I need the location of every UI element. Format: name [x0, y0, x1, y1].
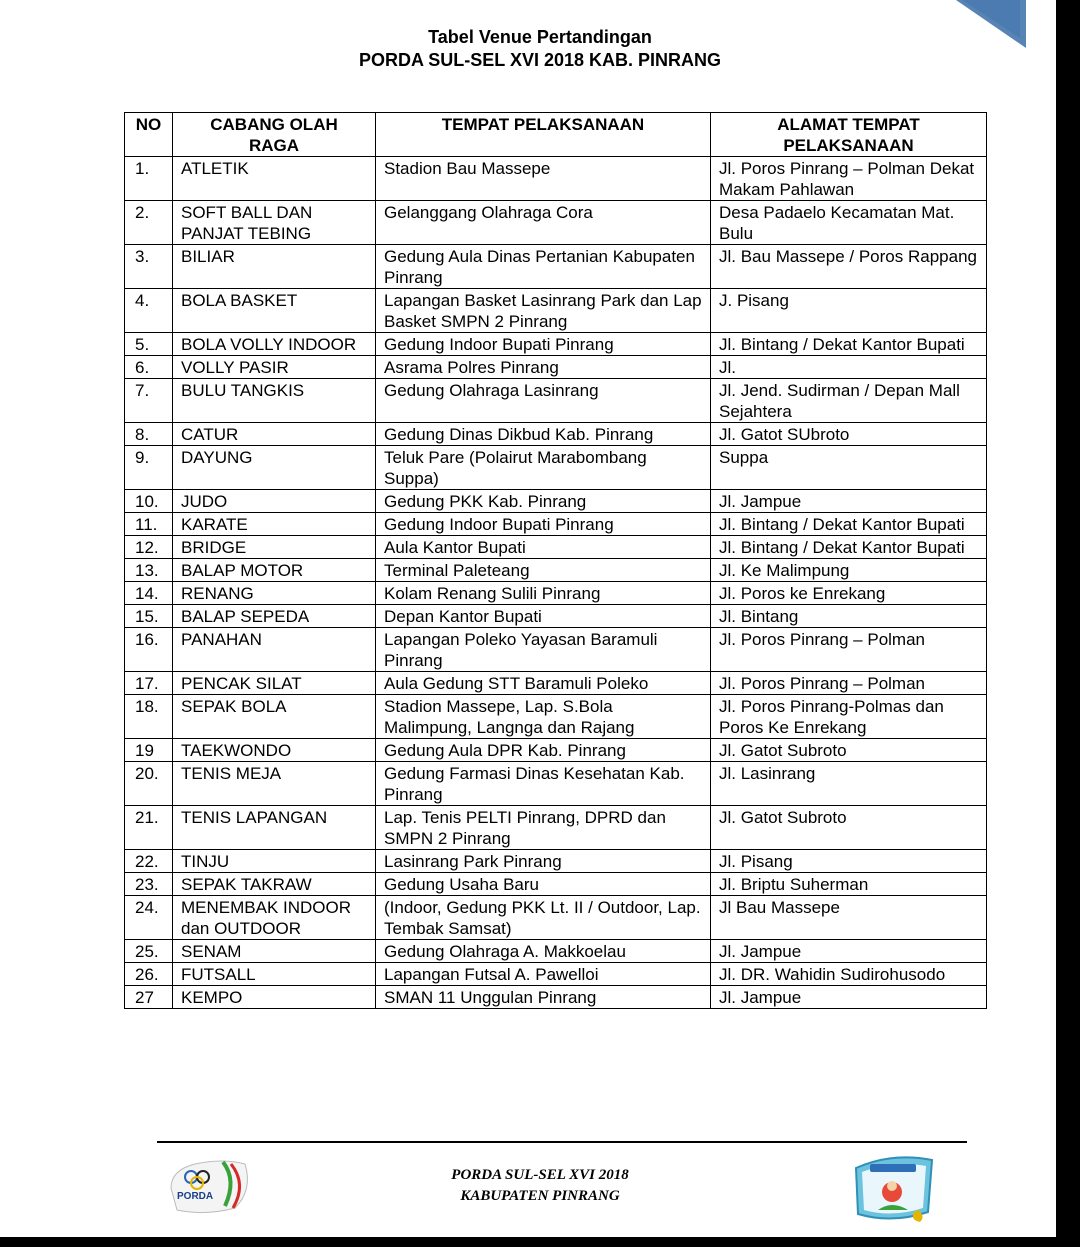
cell-tempat: Depan Kantor Bupati: [376, 605, 711, 628]
cell-cabang: JUDO: [173, 490, 376, 513]
table-row: [125, 423, 987, 446]
cell-tempat: Lapangan Futsal A. Pawelloi: [376, 963, 711, 986]
table-row: [125, 513, 987, 536]
cell-no: 9.: [125, 446, 173, 490]
cell-alamat: Jl Bau Massepe: [711, 896, 987, 940]
cell-cabang: DAYUNG: [173, 446, 376, 490]
table-row: [125, 940, 987, 963]
title-line-1: Tabel Venue Pertandingan: [428, 27, 652, 47]
cell-tempat: Lapangan Basket Lasinrang Park dan Lap Basket SMPN 2 Pinrang: [376, 289, 711, 333]
cell-alamat: Jl. Poros Pinrang – Polman: [711, 628, 987, 672]
cell-alamat: Jl. Jampue: [711, 940, 987, 963]
cell-alamat: Jl. Gatot SUbroto: [711, 423, 987, 446]
cell-cabang: MENEMBAK INDOOR dan OUTDOOR: [173, 896, 376, 940]
cell-alamat: Jl. Bintang: [711, 605, 987, 628]
cell-alamat: Jl. Gatot Subroto: [711, 739, 987, 762]
page-title: [0, 26, 1056, 72]
cell-tempat: Gedung PKK Kab. Pinrang: [376, 490, 711, 513]
cell-no: 21.: [125, 806, 173, 850]
cell-cabang: BOLA VOLLY INDOOR: [173, 333, 376, 356]
column-header-tempat: TEMPAT PELAKSANAAN: [376, 113, 711, 157]
cell-alamat: Jl. Bau Massepe / Poros Rappang: [711, 245, 987, 289]
cell-alamat: Jl. Gatot Subroto: [711, 806, 987, 850]
cell-tempat: Asrama Polres Pinrang: [376, 356, 711, 379]
cell-tempat: Gelanggang Olahraga Cora: [376, 201, 711, 245]
cell-alamat: Jl. Poros Pinrang – Polman: [711, 672, 987, 695]
table-row: [125, 672, 987, 695]
cell-cabang: PANAHAN: [173, 628, 376, 672]
cell-tempat: Gedung Olahraga Lasinrang: [376, 379, 711, 423]
cell-cabang: TAEKWONDO: [173, 739, 376, 762]
cell-tempat: Terminal Paleteang: [376, 559, 711, 582]
cell-cabang: KARATE: [173, 513, 376, 536]
cell-tempat: Stadion Bau Massepe: [376, 157, 711, 201]
venue-table-body: [125, 157, 987, 1009]
cell-tempat: Gedung Indoor Bupati Pinrang: [376, 333, 711, 356]
footer-line-1: PORDA SUL-SEL XVI 2018: [451, 1167, 629, 1183]
table-row: [125, 379, 987, 423]
cell-alamat: Jl. Poros Pinrang – Polman Dekat Makam Pahlawan: [711, 157, 987, 201]
cell-tempat: (Indoor, Gedung PKK Lt. II / Outdoor, Lap. Tembak Samsat): [376, 896, 711, 940]
cell-alamat: Jl. DR. Wahidin Sudirohusodo: [711, 963, 987, 986]
table-row: [125, 289, 987, 333]
cell-alamat: Jl. Jampue: [711, 986, 987, 1009]
cell-no: 23.: [125, 873, 173, 896]
cell-alamat: Jl. Poros ke Enrekang: [711, 582, 987, 605]
cell-cabang: TENIS MEJA: [173, 762, 376, 806]
cell-tempat: Aula Gedung STT Baramuli Poleko: [376, 672, 711, 695]
footer-line-2: KABUPATEN PINRANG: [460, 1188, 620, 1204]
cell-alamat: Suppa: [711, 446, 987, 490]
cell-tempat: Gedung Indoor Bupati Pinrang: [376, 513, 711, 536]
cell-cabang: VOLLY PASIR: [173, 356, 376, 379]
cell-no: 27: [125, 986, 173, 1009]
cell-tempat: Gedung Aula DPR Kab. Pinrang: [376, 739, 711, 762]
cell-cabang: PENCAK SILAT: [173, 672, 376, 695]
svg-text:PORDA: PORDA: [177, 1191, 214, 1202]
cell-tempat: Lap. Tenis PELTI Pinrang, DPRD dan SMPN 2 Pinrang: [376, 806, 711, 850]
cell-no: 15.: [125, 605, 173, 628]
table-row: [125, 605, 987, 628]
cell-no: 7.: [125, 379, 173, 423]
cell-tempat: Lasinrang Park Pinrang: [376, 850, 711, 873]
cell-no: 14.: [125, 582, 173, 605]
cell-cabang: BRIDGE: [173, 536, 376, 559]
cell-alamat: Jl.: [711, 356, 987, 379]
table-row: [125, 806, 987, 850]
cell-tempat: Gedung Usaha Baru: [376, 873, 711, 896]
cell-cabang: KEMPO: [173, 986, 376, 1009]
cell-cabang: TENIS LAPANGAN: [173, 806, 376, 850]
cell-no: 22.: [125, 850, 173, 873]
cell-alamat: Jl. Pisang: [711, 850, 987, 873]
cell-cabang: BILIAR: [173, 245, 376, 289]
cell-no: 16.: [125, 628, 173, 672]
cell-no: 2.: [125, 201, 173, 245]
cell-alamat: Jl. Briptu Suherman: [711, 873, 987, 896]
cell-alamat: Jl. Poros Pinrang-Polmas dan Poros Ke Enrekang: [711, 695, 987, 739]
cell-tempat: Teluk Pare (Polairut Marabombang Suppa): [376, 446, 711, 490]
cell-cabang: ATLETIK: [173, 157, 376, 201]
title-line-2: PORDA SUL-SEL XVI 2018 KAB. PINRANG: [358, 50, 722, 70]
table-row: [125, 628, 987, 672]
cell-tempat: Stadion Massepe, Lap. S.Bola Malimpung, Langnga dan Rajang: [376, 695, 711, 739]
table-row: [125, 582, 987, 605]
cell-tempat: Lapangan Poleko Yayasan Baramuli Pinrang: [376, 628, 711, 672]
cell-cabang: BOLA BASKET: [173, 289, 376, 333]
cell-no: 25.: [125, 940, 173, 963]
cell-alamat: Jl. Lasinrang: [711, 762, 987, 806]
cell-tempat: Gedung Farmasi Dinas Kesehatan Kab. Pinrang: [376, 762, 711, 806]
table-row: [125, 896, 987, 940]
cell-no: 8.: [125, 423, 173, 446]
cell-tempat: SMAN 11 Unggulan Pinrang: [376, 986, 711, 1009]
cell-cabang: RENANG: [173, 582, 376, 605]
cell-no: 4.: [125, 289, 173, 333]
cell-no: 18.: [125, 695, 173, 739]
mascot-badge-icon: [848, 1150, 938, 1225]
cell-cabang: SEPAK TAKRAW: [173, 873, 376, 896]
column-header-alamat: ALAMAT TEMPAT PELAKSANAAN: [711, 113, 987, 157]
cell-alamat: Jl. Jampue: [711, 490, 987, 513]
cell-no: 19: [125, 739, 173, 762]
cell-no: 1.: [125, 157, 173, 201]
column-header-no: NO: [125, 113, 173, 157]
cell-no: 5.: [125, 333, 173, 356]
cell-tempat: Gedung Olahraga A. Makkoelau: [376, 940, 711, 963]
cell-cabang: SEPAK BOLA: [173, 695, 376, 739]
cell-alamat: J. Pisang: [711, 289, 987, 333]
column-header-cabang: CABANG OLAH RAGA: [173, 113, 376, 157]
table-row: [125, 446, 987, 490]
table-row: [125, 356, 987, 379]
cell-no: 12.: [125, 536, 173, 559]
table-row: [125, 873, 987, 896]
table-row: [125, 245, 987, 289]
cell-no: 11.: [125, 513, 173, 536]
cell-alamat: Jl. Bintang / Dekat Kantor Bupati: [711, 536, 987, 559]
cell-cabang: SENAM: [173, 940, 376, 963]
cell-no: 26.: [125, 963, 173, 986]
cell-alamat: Jl. Ke Malimpung: [711, 559, 987, 582]
cell-no: 20.: [125, 762, 173, 806]
cell-no: 13.: [125, 559, 173, 582]
footer-divider: [157, 1141, 967, 1143]
cell-cabang: CATUR: [173, 423, 376, 446]
table-row: [125, 201, 987, 245]
cell-alamat: Jl. Bintang / Dekat Kantor Bupati: [711, 513, 987, 536]
cell-no: 17.: [125, 672, 173, 695]
cell-cabang: FUTSALL: [173, 963, 376, 986]
venue-table: [124, 112, 987, 1009]
cell-tempat: Gedung Aula Dinas Pertanian Kabupaten Pinrang: [376, 245, 711, 289]
table-row: [125, 963, 987, 986]
cell-cabang: BALAP MOTOR: [173, 559, 376, 582]
table-row: [125, 695, 987, 739]
table-row: [125, 762, 987, 806]
cell-cabang: SOFT BALL DAN PANJAT TEBING: [173, 201, 376, 245]
table-row: [125, 986, 987, 1009]
cell-alamat: Jl. Jend. Sudirman / Depan Mall Sejahtera: [711, 379, 987, 423]
cell-no: 10.: [125, 490, 173, 513]
table-row: [125, 333, 987, 356]
cell-tempat: Gedung Dinas Dikbud Kab. Pinrang: [376, 423, 711, 446]
table-row: [125, 536, 987, 559]
cell-cabang: BULU TANGKIS: [173, 379, 376, 423]
cell-cabang: BALAP SEPEDA: [173, 605, 376, 628]
cell-alamat: Desa Padaelo Kecamatan Mat. Bulu: [711, 201, 987, 245]
cell-tempat: Kolam Renang Sulili Pinrang: [376, 582, 711, 605]
table-header-row: [125, 113, 987, 157]
table-row: [125, 850, 987, 873]
cell-no: 24.: [125, 896, 173, 940]
table-row: [125, 157, 987, 201]
cell-tempat: Aula Kantor Bupati: [376, 536, 711, 559]
cell-cabang: TINJU: [173, 850, 376, 873]
table-row: [125, 559, 987, 582]
cell-no: 6.: [125, 356, 173, 379]
table-row: [125, 490, 987, 513]
cell-alamat: Jl. Bintang / Dekat Kantor Bupati: [711, 333, 987, 356]
cell-no: 3.: [125, 245, 173, 289]
table-row: [125, 739, 987, 762]
